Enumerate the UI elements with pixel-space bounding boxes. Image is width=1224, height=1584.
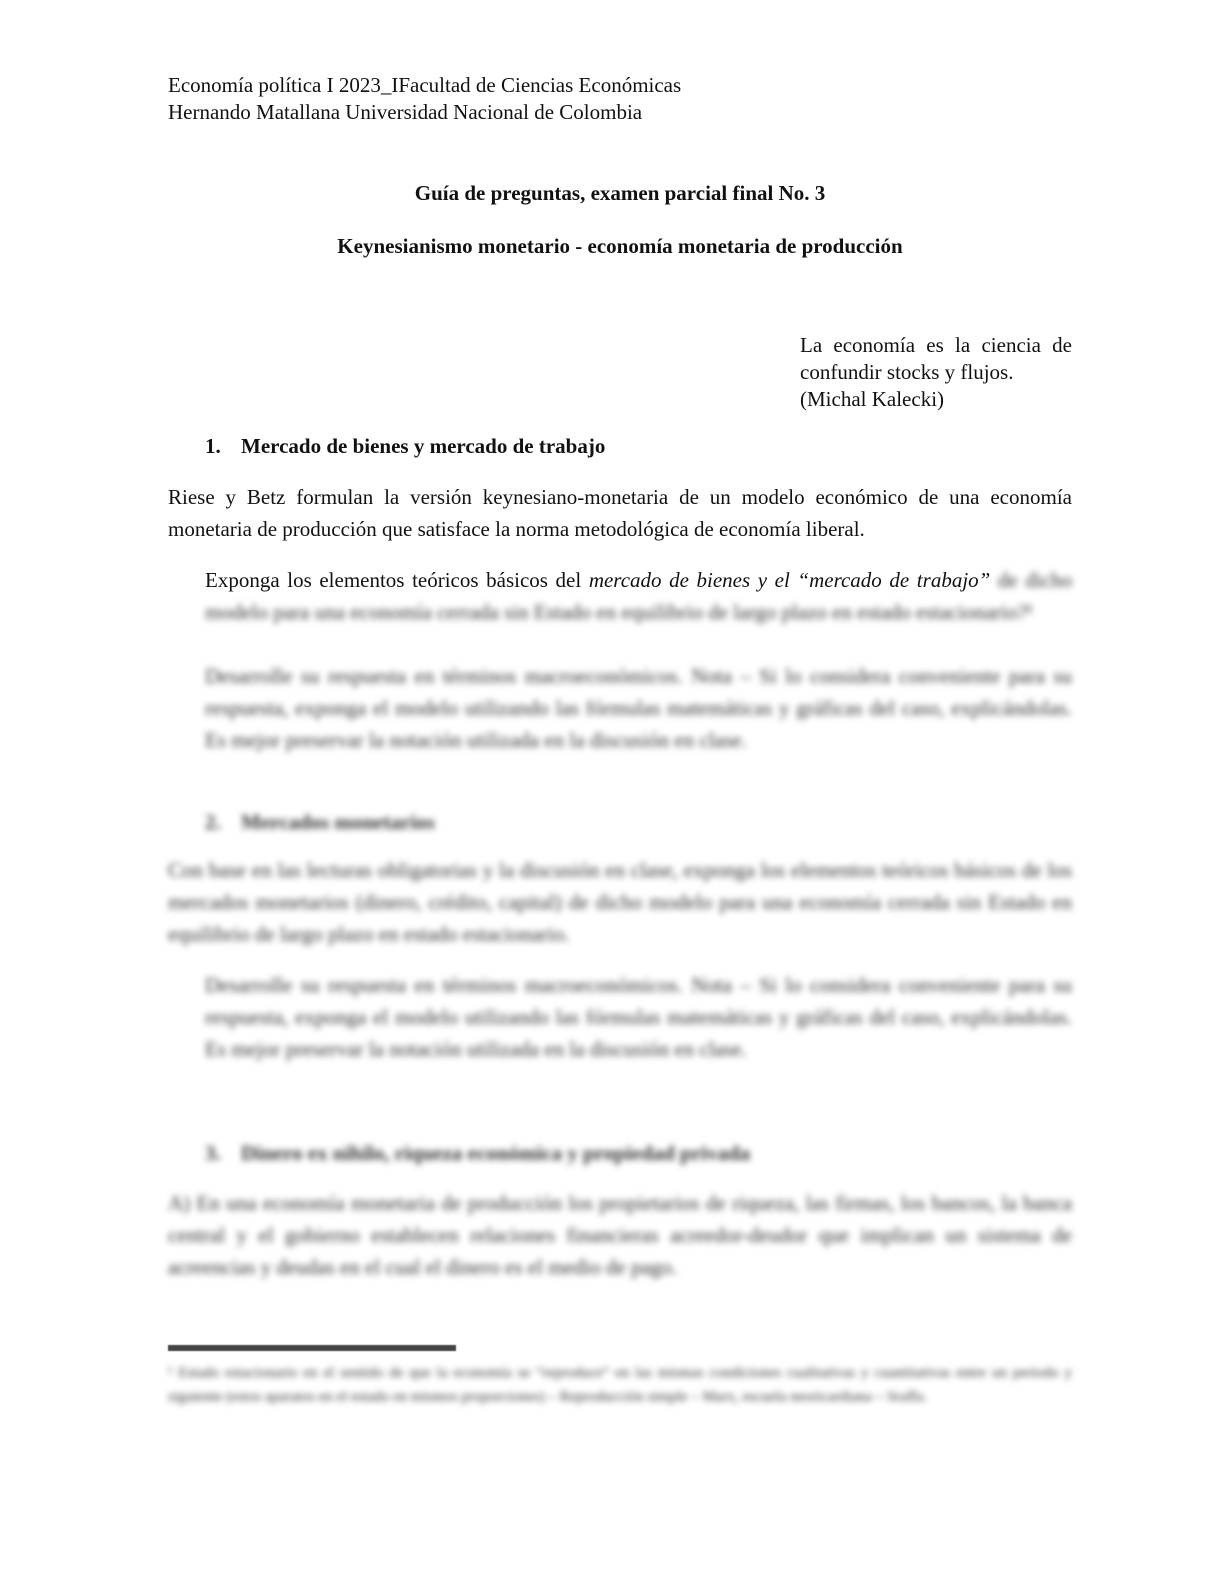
footnote: ¹ Estado estacionario en el sentido de que la economía se “reproduce” en las mismas condiciones cualitativas y cuantitativas entre un periodo y siguiente (estos aparatos en el estado en mismos proporciones) – Reproducción simple – Marx, escuela neoricardiana – Sraffa. [168,1365,1072,1405]
page-title: Guía de preguntas, examen parcial final No. 3 [414,181,826,205]
section-1-question: Exponga los elementos teóricos básicos del mercado de bienes y el “mercado de trabajo” de dicho modelo para una economía cerrada sin Estado en equilibrio de largo plazo en estado estacionario?¹ [205,568,1072,624]
epigraph-text: La economía es la ciencia de confundir stocks y flujos. [800,333,1072,384]
page-subtitle: Keynesianismo monetario - economía monetaria de producción [337,234,903,258]
header-course: Economía política I 2023_IFacultad de Ciencias Económicas [168,73,682,97]
header-author: Hernando Matallana Universidad Nacional de Colombia [168,100,643,124]
section-3-intro: A) En una economía monetaria de producción los propietarios de riqueza, las firmas, los bancos, la banca central y el gobierno establecen relaciones financieras acreedor-deudor que implican un sistema de acreencias y deudas en el cual el dinero es el medio de pago. [168,1191,1072,1279]
epigraph [800,332,1072,413]
section-1-heading: 1. Mercado de bienes y mercado de trabajo [205,434,606,458]
document-header [168,72,681,126]
section-2-note: Desarrolle su respuesta en términos macroeconómicos. Nota – Si lo considera conveniente para su respuesta, exponga el modelo utilizando las fórmulas matemáticas y gráficas del caso, explicándolas. Es mejor preservar la notación utilizada en la discusión en clase. [205,973,1072,1061]
epigraph-author: (Michal Kalecki) [800,387,945,411]
section-1-intro: Riese y Betz formulan la versión keynesiano-monetaria de un modelo económico de una economía monetaria de producción que satisface la norma metodológica de economía liberal. [168,485,1072,541]
section-1-note: Desarrolle su respuesta en términos macroeconómicos. Nota – Si lo considera conveniente para su respuesta, exponga el modelo utilizando las fórmulas matemáticas y gráficas del caso, explicándolas. Es mejor preservar la notación utilizada en la discusión en clase. [205,664,1072,752]
section-2-intro: Con base en las lecturas obligatorias y la discusión en clase, exponga los elementos teóricos básicos de los mercados monetarios (dinero, crédito, capital) de dicho modelo para una economía cerrada sin Estado en equilibrio de largo plazo en estado estacionario. [168,858,1072,946]
section-3-heading: 3. Dinero ex nihilo, riqueza económica y propiedad privada [205,1141,751,1165]
footnote-separator [168,1345,456,1351]
section-2-heading: 2. Mercados monetarios [205,810,435,834]
